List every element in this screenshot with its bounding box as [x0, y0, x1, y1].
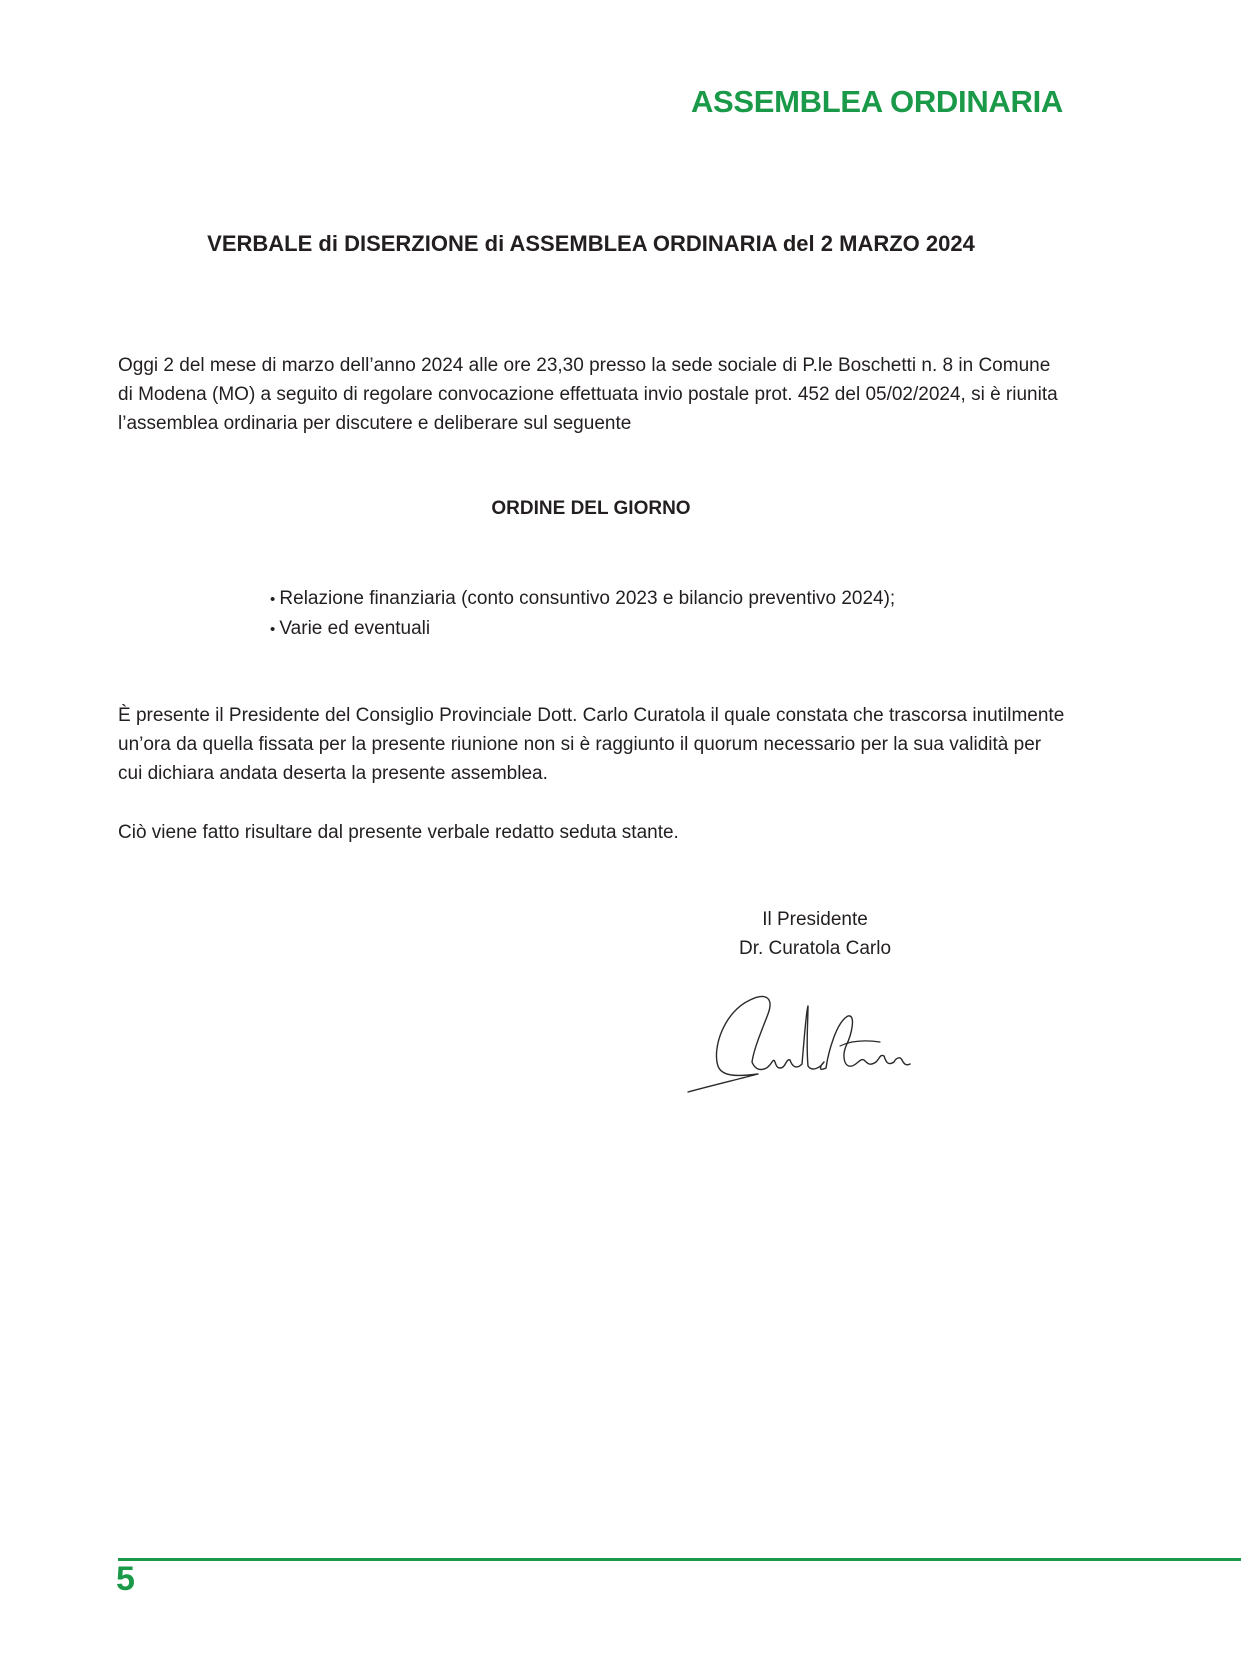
agenda-item: • Varie ed eventuali [270, 614, 1030, 644]
page-number: 5 [116, 1560, 135, 1598]
signer-name: Dr. Curatola Carlo [738, 938, 892, 959]
agenda-title: ORDINE DEL GIORNO [491, 498, 691, 519]
signature-block [700, 905, 930, 963]
signature-stroke [688, 996, 910, 1092]
document-title: VERBALE di DISERZIONE di ASSEMBLEA ORDINARIA del 2 MARZO 2024 [207, 231, 975, 256]
presence-paragraph: È presente il Presidente del Consiglio Provinciale Dott. Carlo Curatola il quale constata che trascorsa inutilmente un’ora da quella fissata per la presente riunione non si è raggiunto il quorum necessario per la sua validità per cui dichiara andata deserta la presente assemblea. [118, 705, 1065, 784]
section-title: ASSEMBLEA ORDINARIA [690, 84, 1063, 119]
closing-paragraph: Ciò viene fatto risultare dal presente verbale redatto seduta stante. [118, 822, 679, 843]
signer-role: Il Presidente [762, 909, 868, 930]
handwritten-signature [680, 982, 930, 1102]
agenda-item: • Relazione finanziaria (conto consuntivo 2023 e bilancio preventivo 2024); [270, 584, 1030, 614]
footer-rule [118, 1558, 1241, 1561]
agenda-list [270, 584, 1030, 644]
intro-paragraph: Oggi 2 del mese di marzo dell’anno 2024 alle ore 23,30 presso la sede sociale di P.le Boschetti n. 8 in Comune di Modena (MO) a seguito di regolare convocazione effettuata invio postale prot. 452 del 05/02/2024, si è riunita l’assemblea ordinaria per discutere e deliberare sul seguente [118, 355, 1058, 434]
